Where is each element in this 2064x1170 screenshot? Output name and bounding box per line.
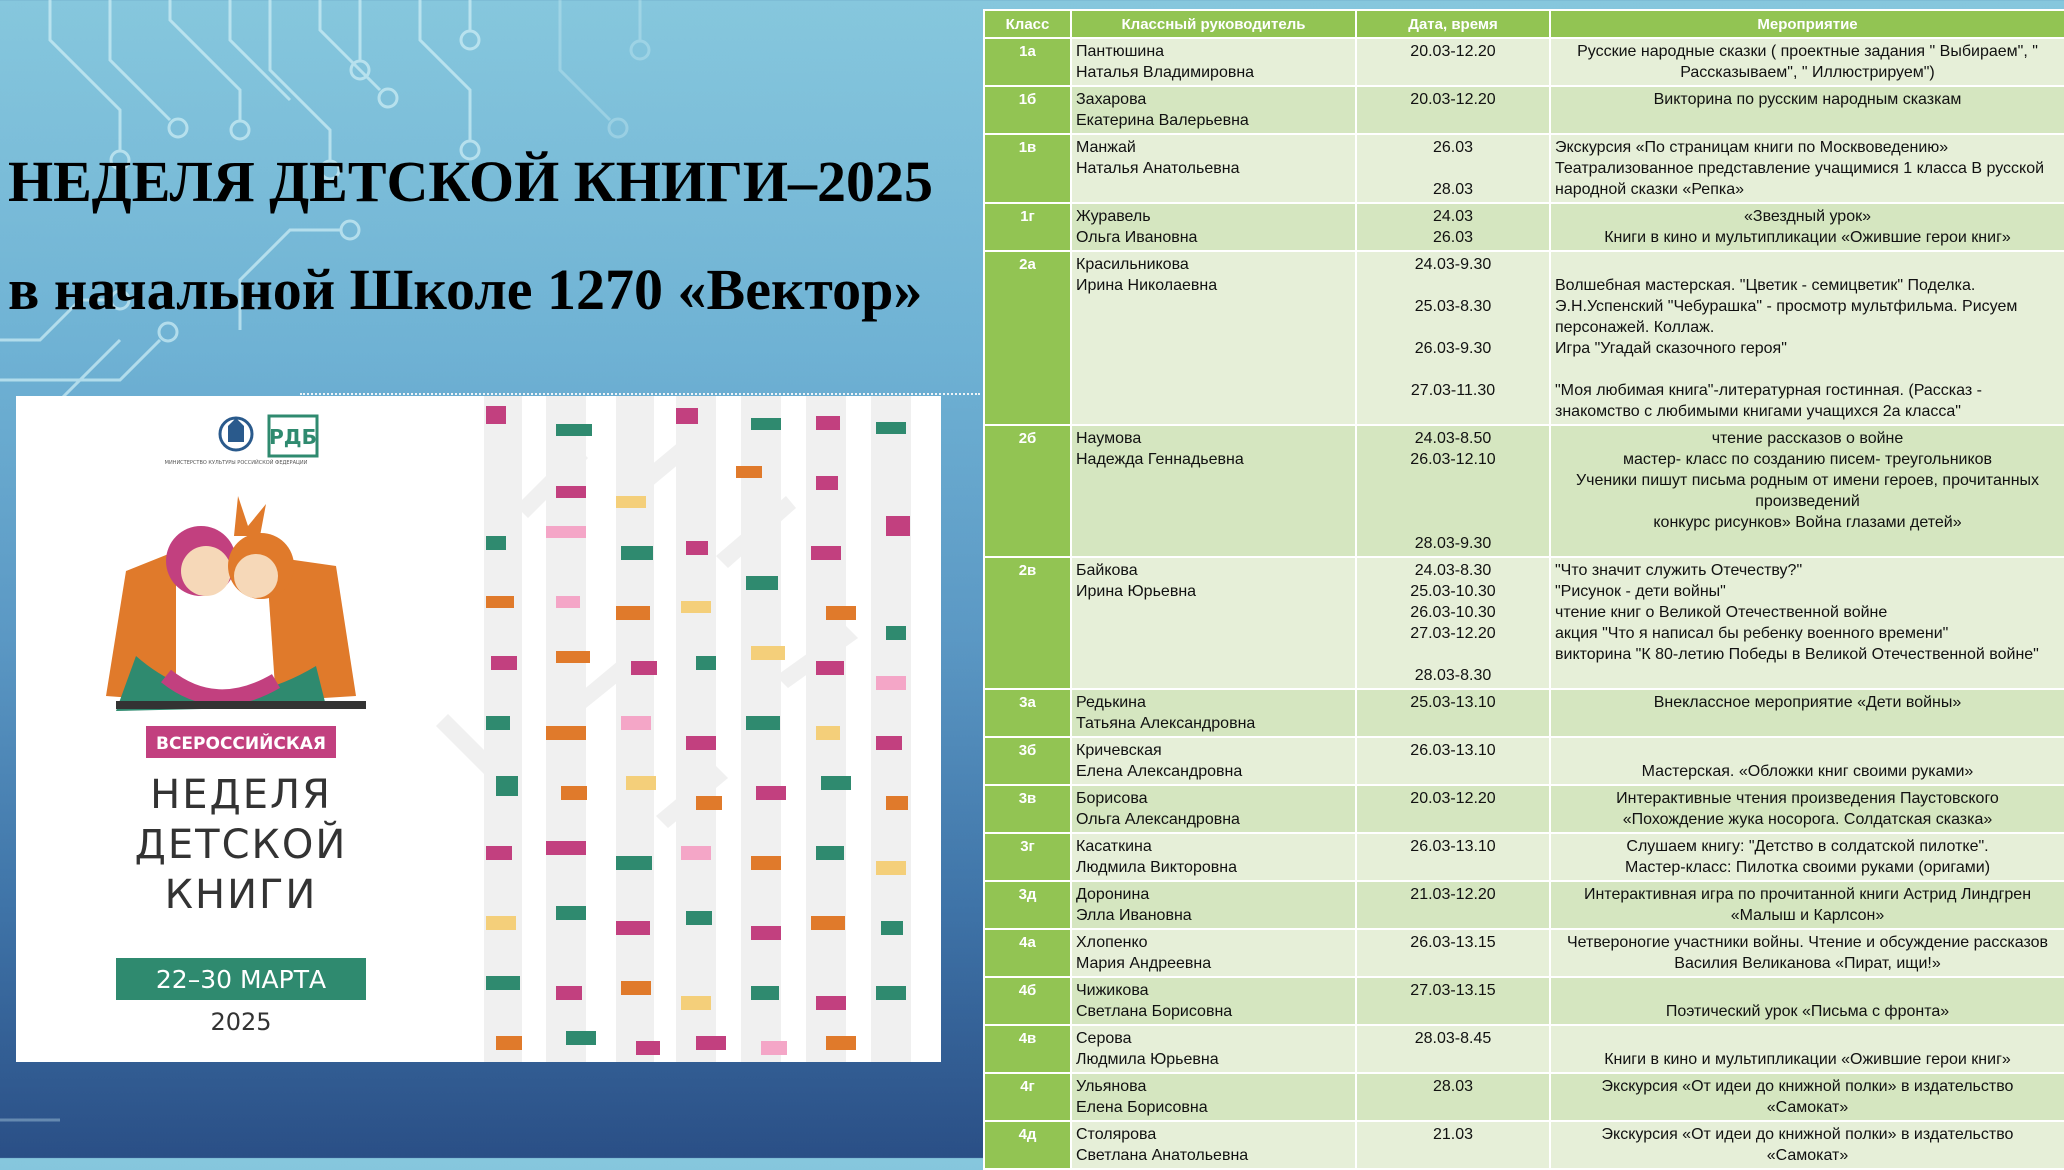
date-cell: 21.03 — [1356, 1121, 1550, 1169]
ministry-logo-text: МИНИСТЕРСТВО КУЛЬТУРЫ РОССИЙСКОЙ ФЕДЕРАЦИИ — [164, 460, 308, 466]
poster-title-2: ДЕТСКОЙ — [134, 822, 348, 868]
event-cell: чтение рассказов о войне мастер- класс по созданию писем- треугольников Ученики пишут письма родным от имени героев, прочитанных произведений конкурс рисунков» Война глазами детей» — [1550, 425, 2064, 557]
date-cell: 21.03-12.20 — [1356, 881, 1550, 929]
event-cell: Экскурсия «По страницам книги по Москвоведению» Театрализованное представление учащимися 1 класса В русской народной сказки «Репка» — [1550, 134, 2064, 203]
teacher-cell: Чижикова Светлана Борисовна — [1071, 977, 1356, 1025]
class-cell: 1в — [984, 134, 1071, 203]
table-row — [984, 977, 2064, 1025]
table-row — [984, 134, 2064, 203]
teacher-cell: Борисова Ольга Александровна — [1071, 785, 1356, 833]
event-cell: Русские народные сказки ( проектные задания " Выбираем", " Рассказываем", " Иллюстрируем") — [1550, 38, 2064, 86]
event-cell: Экскурсия «От идеи до книжной полки» в издательство «Самокат» — [1550, 1073, 2064, 1121]
class-cell: 4г — [984, 1073, 1071, 1121]
event-cell: Слушаем книгу: "Детство в солдатской пилотке". Мастер-класс: Пилотка своими руками (оригами) — [1550, 833, 2064, 881]
table-row — [984, 689, 2064, 737]
characters-illustration-icon — [106, 496, 366, 711]
teacher-cell: Красильникова Ирина Николаевна — [1071, 251, 1356, 425]
class-cell: 4б — [984, 977, 1071, 1025]
date-cell: 26.03-13.10 — [1356, 737, 1550, 785]
class-cell: 3д — [984, 881, 1071, 929]
teacher-cell: Касаткина Людмила Викторовна — [1071, 833, 1356, 881]
page-title — [8, 128, 933, 344]
rdb-logo-text: РДБ — [269, 425, 317, 449]
event-cell: «Звездный урок» Книги в кино и мультипликации «Ожившие герои книг» — [1550, 203, 2064, 251]
header-event: Мероприятие — [1550, 10, 2064, 38]
date-cell: 28.03 — [1356, 1073, 1550, 1121]
date-cell: 26.03-13.10 — [1356, 833, 1550, 881]
event-cell: Внеклассное мероприятие «Дети войны» — [1550, 689, 2064, 737]
poster-dates: 22–30 МАРТА — [155, 965, 327, 994]
teacher-cell: Хлопенко Мария Андреевна — [1071, 929, 1356, 977]
date-cell: 28.03-8.45 — [1356, 1025, 1550, 1073]
teacher-cell: Байкова Ирина Юрьевна — [1071, 557, 1356, 689]
date-cell: 25.03-13.10 — [1356, 689, 1550, 737]
table-row — [984, 737, 2064, 785]
table-row — [984, 833, 2064, 881]
table-row — [984, 1025, 2064, 1073]
class-cell: 4д — [984, 1121, 1071, 1169]
poster-badge: ВСЕРОССИЙСКАЯ — [156, 734, 326, 754]
teacher-cell: Захарова Екатерина Валерьевна — [1071, 86, 1356, 134]
class-cell: 1г — [984, 203, 1071, 251]
date-cell: 20.03-12.20 — [1356, 785, 1550, 833]
header-teacher: Классный руководитель — [1071, 10, 1356, 38]
event-cell: Четвероногие участники войны. Чтение и обсуждение рассказов Василия Великанова «Пират, ищи!» — [1550, 929, 2064, 977]
table-row — [984, 203, 2064, 251]
poster-title-1: НЕДЕЛЯ — [150, 772, 332, 818]
teacher-cell: Журавель Ольга Ивановна — [1071, 203, 1356, 251]
table-row — [984, 1073, 2064, 1121]
table-header-row — [984, 10, 2064, 38]
teacher-cell: Наумова Надежда Геннадьевна — [1071, 425, 1356, 557]
class-cell: 4в — [984, 1025, 1071, 1073]
table-row — [984, 557, 2064, 689]
date-cell: 24.03-8.30 25.03-10.30 26.03-10.30 27.03-12.20 28.03-8.30 — [1356, 557, 1550, 689]
schedule-table-container — [983, 9, 2064, 1164]
event-cell: Экскурсия «От идеи до книжной полки» в издательство «Самокат» — [1550, 1121, 2064, 1169]
class-cell: 1б — [984, 86, 1071, 134]
table-row — [984, 86, 2064, 134]
event-poster — [16, 396, 941, 1062]
table-row — [984, 881, 2064, 929]
class-cell: 3а — [984, 689, 1071, 737]
table-row — [984, 38, 2064, 86]
poster-year: 2025 — [210, 1008, 272, 1036]
table-row — [984, 929, 2064, 977]
event-cell: Интерактивные чтения произведения Паустовского «Похождение жука носорога. Солдатская сказка» — [1550, 785, 2064, 833]
class-cell: 2в — [984, 557, 1071, 689]
schedule-table — [983, 9, 2064, 1170]
event-cell: "Что значит служить Отечеству?" "Рисунок - дети войны" чтение книг о Великой Отечественной войне акция "Что я написал бы ребенку военного времени" викторина "К 80-летию Победы в Великой Отечественной войне" — [1550, 557, 2064, 689]
date-cell: 26.03-13.15 — [1356, 929, 1550, 977]
table-row — [984, 785, 2064, 833]
class-cell: 1а — [984, 38, 1071, 86]
table-row — [984, 1121, 2064, 1169]
teacher-cell: Кричевская Елена Александровна — [1071, 737, 1356, 785]
title-line-1: НЕДЕЛЯ ДЕТСКОЙ КНИГИ–2025 — [8, 149, 934, 214]
header-class: Класс — [984, 10, 1071, 38]
teacher-cell: Столярова Светлана Анатольевна — [1071, 1121, 1356, 1169]
teacher-cell: Пантюшина Наталья Владимировна — [1071, 38, 1356, 86]
class-cell: 2б — [984, 425, 1071, 557]
teacher-cell: Доронина Элла Ивановна — [1071, 881, 1356, 929]
class-cell: 3в — [984, 785, 1071, 833]
event-cell: Поэтический урок «Письма с фронта» — [1550, 977, 2064, 1025]
event-cell: Интерактивная игра по прочитанной книги Астрид Линдгрен «Малыш и Карлсон» — [1550, 881, 2064, 929]
dotted-divider — [300, 393, 980, 395]
ministry-logo-icon — [220, 418, 252, 450]
date-cell: 20.03-12.20 — [1356, 38, 1550, 86]
date-cell: 24.03 26.03 — [1356, 203, 1550, 251]
date-cell: 20.03-12.20 — [1356, 86, 1550, 134]
table-row — [984, 425, 2064, 557]
class-cell: 3г — [984, 833, 1071, 881]
teacher-cell: Редькина Татьяна Александровна — [1071, 689, 1356, 737]
poster-title-3: КНИГИ — [164, 872, 318, 918]
class-cell: 4а — [984, 929, 1071, 977]
poster-artwork — [16, 396, 941, 1062]
teacher-cell: Ульянова Елена Борисовна — [1071, 1073, 1356, 1121]
date-cell: 26.03 28.03 — [1356, 134, 1550, 203]
date-cell: 24.03-8.50 26.03-12.10 28.03-9.30 — [1356, 425, 1550, 557]
teacher-cell: Манжай Наталья Анатольевна — [1071, 134, 1356, 203]
title-line-2: в начальной Школе 1270 «Вектор» — [8, 257, 923, 322]
teacher-cell: Серова Людмила Юрьевна — [1071, 1025, 1356, 1073]
event-cell: Волшебная мастерская. "Цветик - семицветик" Поделка. Э.Н.Успенский "Чебурашка" - просмотр мультфильма. Рисуем персонажей. Коллаж. Игра "Угадай сказочного героя" "Моя любимая книга"-литературная гостинная. (Рассказ - знакомство с любимыми книгами учащихся 2а класса" — [1550, 251, 2064, 425]
date-cell: 27.03-13.15 — [1356, 977, 1550, 1025]
event-cell: Мастерская. «Обложки книг своими руками» — [1550, 737, 2064, 785]
class-cell: 3б — [984, 737, 1071, 785]
event-cell: Книги в кино и мультипликации «Ожившие герои книг» — [1550, 1025, 2064, 1073]
event-cell: Викторина по русским народным сказкам — [1550, 86, 2064, 134]
table-row — [984, 251, 2064, 425]
class-cell: 2а — [984, 251, 1071, 425]
header-date: Дата, время — [1356, 10, 1550, 38]
date-cell: 24.03-9.30 25.03-8.30 26.03-9.30 27.03-11.30 — [1356, 251, 1550, 425]
